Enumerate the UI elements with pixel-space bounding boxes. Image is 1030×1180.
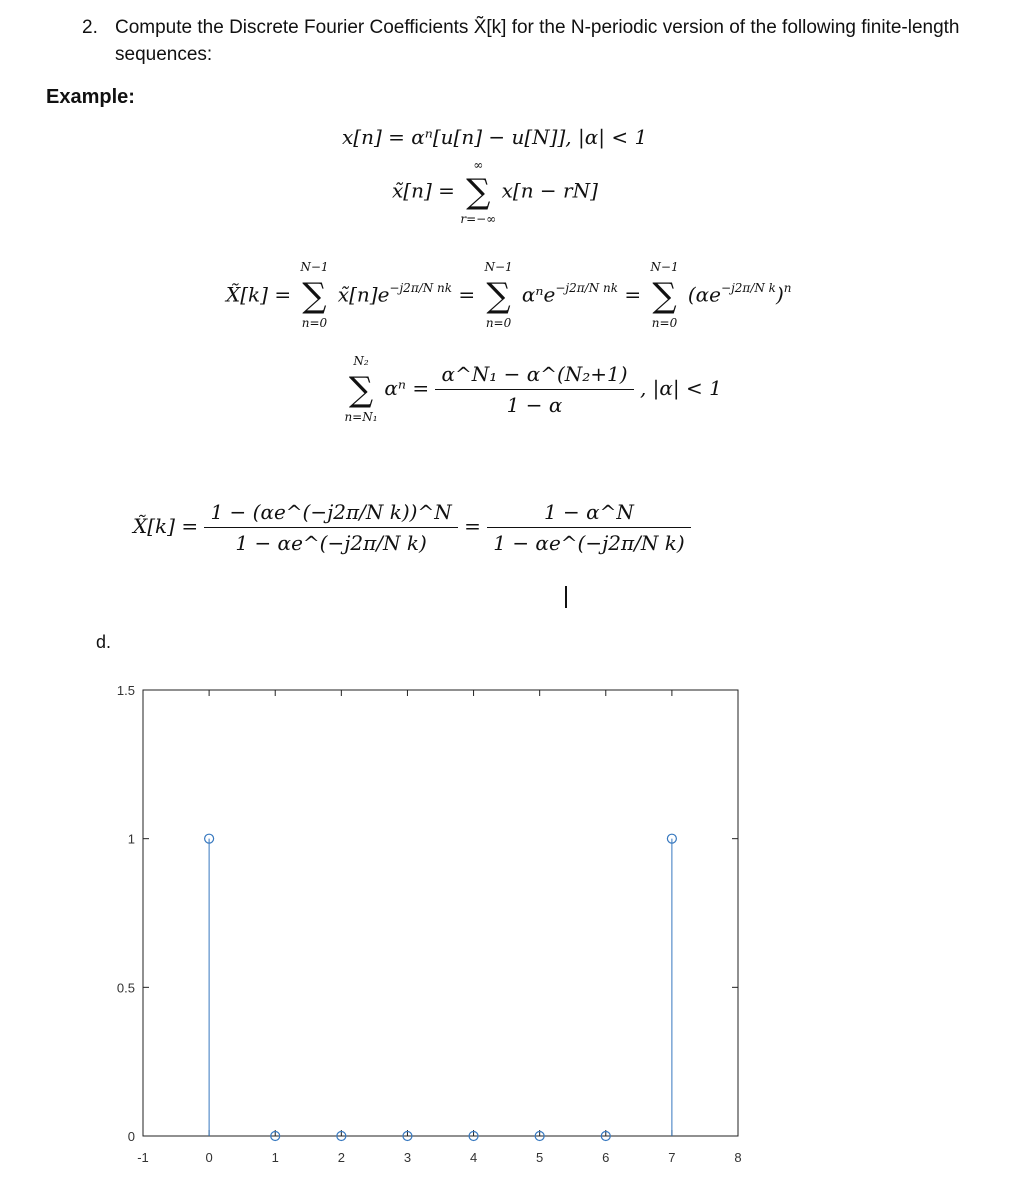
problem-text: Compute the Discrete Fourier Coefficients X̃[k] for the N-periodic version of the following finite-length sequences:	[115, 17, 960, 65]
sum-lower-limit: n=0	[485, 316, 512, 330]
eq3-exponent2: −j2π/N nk	[555, 280, 619, 295]
eq5-denominator2: 1 − αe^(−j2π/N k)	[493, 531, 685, 555]
eq3-term2: αⁿe	[521, 282, 556, 307]
part-label: d.	[96, 632, 112, 652]
eq4-numerator: α^N₁ − α^(N₂+1)	[435, 362, 633, 390]
y-tick-label: 1.5	[116, 683, 135, 698]
eq3-exponent3: −j2π/N k	[721, 280, 776, 295]
sum-upper-limit: N−1	[300, 260, 329, 274]
eq3-close-paren: )	[775, 282, 784, 307]
x-tick-label: 2	[337, 1150, 345, 1165]
eq5-numerator1: 1 − (αe^(−j2π/N k))^N	[204, 500, 457, 528]
x-tick-label: 7	[668, 1150, 676, 1165]
example-label: Example:	[46, 86, 135, 108]
x-tick-label: 5	[536, 1150, 544, 1165]
plot-layer	[117, 683, 742, 1165]
x-tick-label: 6	[602, 1150, 610, 1165]
y-tick-label: 0.5	[116, 980, 135, 996]
eq5-denominator1: 1 − αe^(−j2π/N k)	[235, 531, 427, 555]
sum-symbol: ∑ N−1 n=0	[297, 276, 331, 316]
y-tick-label: 1	[127, 831, 135, 847]
eq4-condition: , |α| < 1	[639, 376, 722, 400]
sum-upper-limit: N₂	[353, 353, 369, 368]
eq3-term3: (αe	[687, 282, 722, 307]
eq3-outer-power: n	[783, 280, 792, 295]
eq3-exponent1: −j2π/N nk	[389, 280, 453, 295]
equation-dfs-coefficients: X̃[k] = ∑ N−1 n=0 $x̃[n]e^{-j2\pi/N nk}$ = ∑ N−1 n=0 αⁿe$^{-j2\pi/N nk}$ = ∑ N−1 n=0 $(\alpha e^{-j2\pi/N k})^n$	[226, 260, 792, 330]
sum-symbol: ∑ N₂ n=N₁	[344, 370, 378, 410]
sum-lower-limit: r=−∞	[460, 212, 497, 226]
sum-lower-limit: n=N₁	[344, 409, 378, 424]
problem-number: 2.	[82, 17, 98, 38]
x-tick-label: 1	[271, 1150, 279, 1165]
y-tick-label: 0	[127, 1129, 135, 1144]
x-tick-label: 8	[734, 1150, 742, 1165]
eq3-lhs: X̃[k] =	[226, 282, 292, 307]
equation-closed-form: X̃[k] = $\frac{\text{1 − (αe\textasciicircum{}(−j2π/N k))\textasciicircum{}N}}{\text{1 − αe\textasciicircum{}(−j2π/N k)}}$ = $\frac{1 - \alpha\^{}N}{\text{1 − αe\textasciicircum{}(−j2π/N k)}}$	[133, 500, 691, 555]
eq4-term: αⁿ =	[384, 376, 430, 400]
eq2-lhs: x̃[n] =	[392, 178, 455, 203]
sum-upper-limit: N−1	[650, 260, 679, 274]
eq3-term1: x̃[n]e	[337, 282, 390, 307]
sum-symbol: ∑ N−1 n=0	[648, 276, 682, 316]
x-tick-label: 3	[403, 1150, 412, 1165]
sum-lower-limit: n=0	[301, 316, 328, 330]
eq4-denominator: 1 − α	[506, 393, 563, 417]
sum-symbol: ∑ N−1 n=0	[482, 276, 516, 316]
plot-axes-box	[143, 690, 738, 1136]
eq5-numerator2: 1 − α^N	[487, 500, 690, 528]
sum-lower-limit: n=0	[651, 316, 678, 330]
x-tick-label: 4	[469, 1150, 478, 1165]
sum-upper-limit: N−1	[484, 260, 513, 274]
x-tick-label: 0	[205, 1150, 213, 1165]
eq2-rhs: x[n − rN]	[501, 178, 598, 203]
x-tick-label: -1	[137, 1150, 149, 1165]
sum-upper-limit: ∞	[473, 158, 484, 172]
equation-signal-definition: x[n] = αⁿ[u[n] − u[N]], |α| < 1	[342, 125, 648, 149]
eq5-lhs: X̃[k] =	[133, 514, 199, 538]
sum-symbol: ∑ ∞ r=−∞	[461, 172, 495, 212]
